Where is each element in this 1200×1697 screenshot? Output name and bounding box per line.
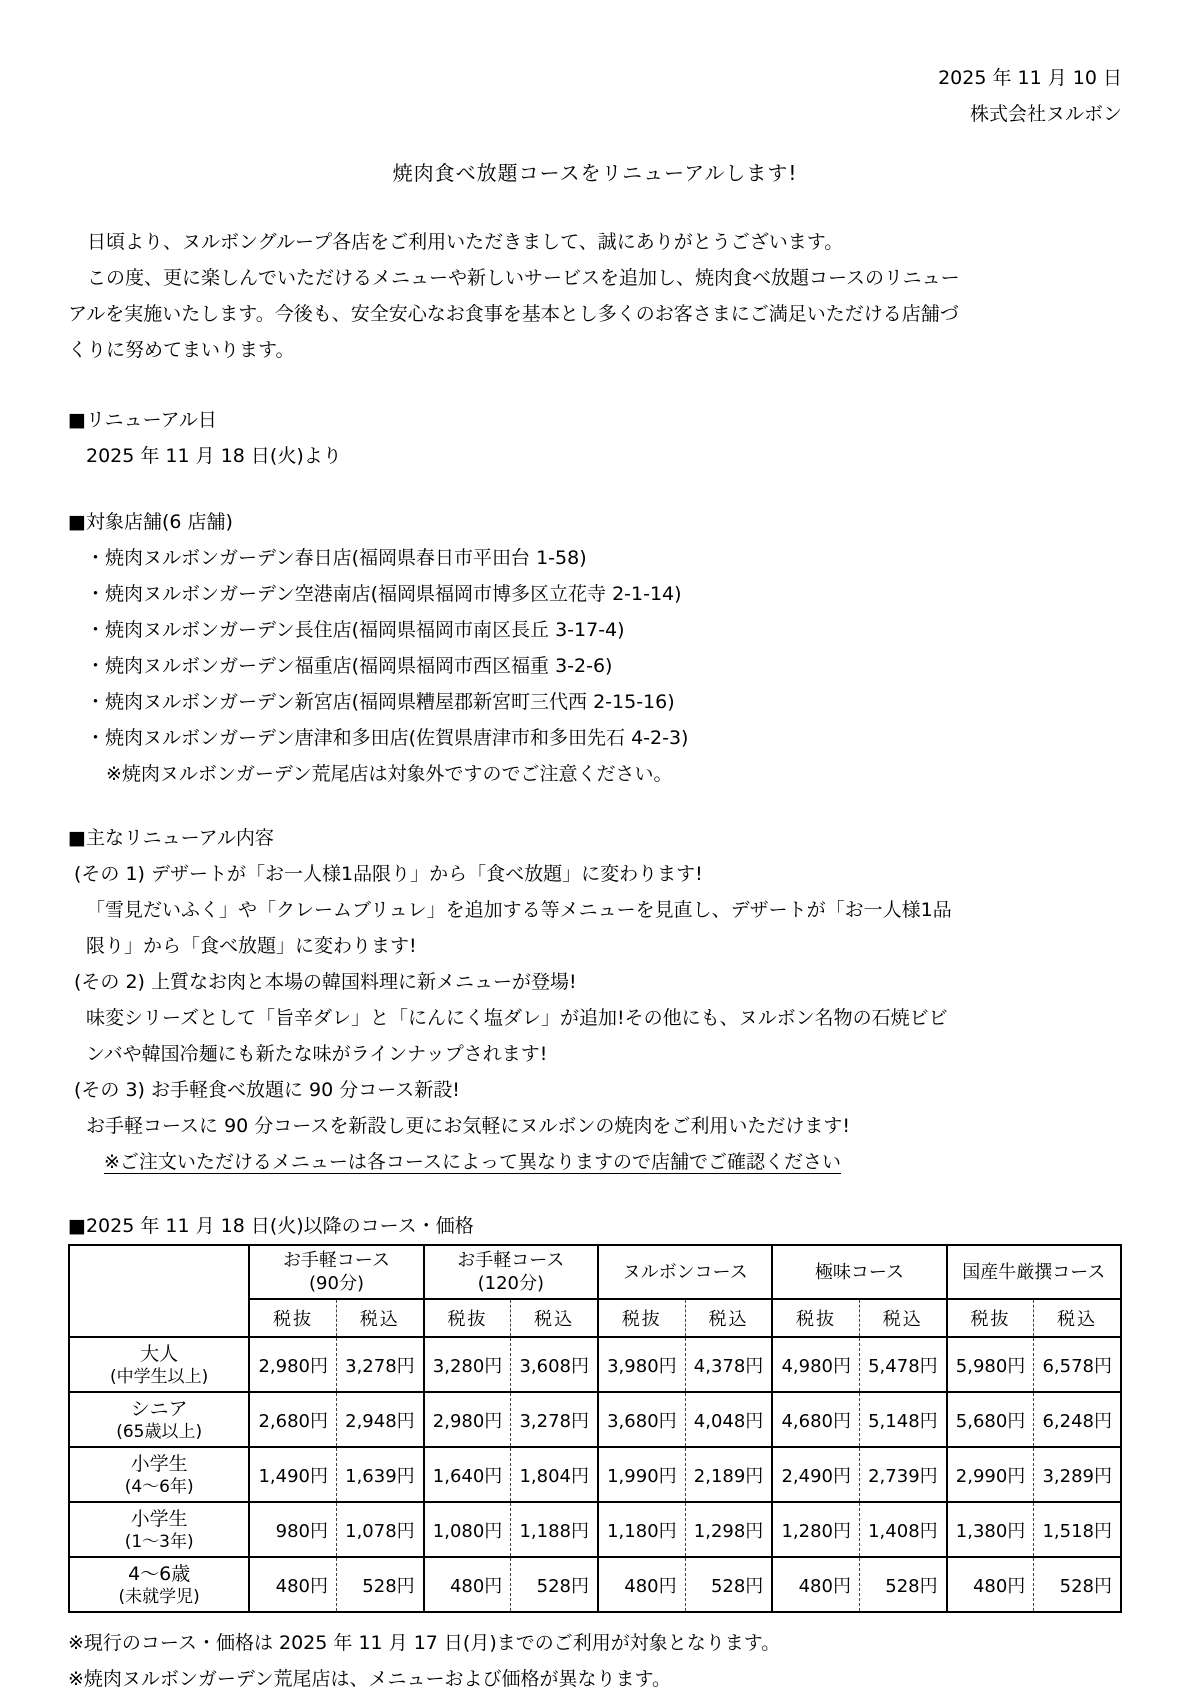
price-cell: 6,248円 <box>1034 1392 1121 1447</box>
tax-header-cell: 税込 <box>1034 1299 1121 1337</box>
price-cell: 1,080円 <box>424 1502 511 1557</box>
tax-header-cell: 税込 <box>511 1299 598 1337</box>
price-cell: 2,948円 <box>336 1392 423 1447</box>
price-cell: 3,289円 <box>1034 1447 1121 1502</box>
price-cell: 1,180円 <box>598 1502 685 1557</box>
course-duration: (120分) <box>477 1273 545 1294</box>
intro-line: くりに努めてまいります。 <box>68 339 295 361</box>
course-name: お手軽コース <box>457 1250 565 1271</box>
row-label <box>69 1447 249 1502</box>
row-label <box>69 1557 249 1612</box>
price-cell: 1,078円 <box>336 1502 423 1557</box>
price-cell: 5,148円 <box>859 1392 946 1447</box>
price-cell: 2,990円 <box>947 1447 1034 1502</box>
row-label <box>69 1337 249 1392</box>
price-cell: 1,298円 <box>685 1502 772 1557</box>
table-row-senior <box>69 1392 1121 1447</box>
price-cell: 1,380円 <box>947 1502 1034 1557</box>
content-item-1: (その 1) デザートが「お一人様1品限り」から「食べ放題」に変わります! <box>74 863 703 885</box>
price-cell: 2,980円 <box>249 1337 336 1392</box>
price-cell: 480円 <box>598 1557 685 1612</box>
intro-line: 日頃より、ヌルボングループ各店をご利用いただきまして、誠にありがとうございます。 <box>68 231 844 253</box>
course-name: ヌルボンコース <box>622 1261 748 1283</box>
price-cell: 5,478円 <box>859 1337 946 1392</box>
content-item-1-detail: 「雪見だいふく」や「クレームブリュレ」を追加する等メニューを見直し、デザートが「お一人様1品 <box>86 899 952 921</box>
renewal-date-value: 2025 年 11 月 18 日(火)より <box>86 445 342 467</box>
footnote-arao-store: ※焼肉ヌルボンガーデン荒尾店は、メニューおよび価格が異なります。 <box>68 1668 672 1690</box>
table-row-adult <box>69 1337 1121 1392</box>
price-cell: 4,980円 <box>772 1337 859 1392</box>
row-label-sub: (4〜6年) <box>124 1476 194 1497</box>
store-item: ・焼肉ヌルボンガーデン新宮店(福岡県糟屋郡新宮町三代西 2-15-16) <box>86 691 675 713</box>
price-cell: 528円 <box>685 1557 772 1612</box>
price-cell: 1,490円 <box>249 1447 336 1502</box>
course-header-otegaru-120 <box>424 1245 598 1299</box>
price-cell: 980円 <box>249 1502 336 1557</box>
tax-header-cell: 税抜 <box>598 1299 685 1337</box>
price-cell: 5,680円 <box>947 1392 1034 1447</box>
price-cell: 5,980円 <box>947 1337 1034 1392</box>
content-item-2-detail: ンバや韓国冷麺にも新たな味がラインナップされます! <box>86 1043 548 1065</box>
table-row-preschool <box>69 1557 1121 1612</box>
course-name: お手軽コース <box>282 1250 391 1271</box>
price-cell: 3,608円 <box>511 1337 598 1392</box>
price-cell: 480円 <box>772 1557 859 1612</box>
company-name: 株式会社ヌルボン <box>969 103 1122 125</box>
course-header-row <box>69 1245 1121 1299</box>
price-cell: 2,980円 <box>424 1392 511 1447</box>
content-item-1-detail: 限り」から「食べ放題」に変わります! <box>86 935 417 957</box>
row-label <box>69 1392 249 1447</box>
store-item: ・焼肉ヌルボンガーデン春日店(福岡県春日市平田台 1-58) <box>86 547 587 569</box>
price-cell: 1,408円 <box>859 1502 946 1557</box>
doc-meta <box>68 60 1122 132</box>
store-item: ・焼肉ヌルボンガーデン福重店(福岡県福岡市西区福重 3-2-6) <box>86 655 613 677</box>
intro-line: アルを実施いたします。今後も、安全安心なお食事を基本とし多くのお客さまにご満足いただける店舗づ <box>68 303 959 325</box>
tax-header-cell: 税抜 <box>249 1299 336 1337</box>
section-heading-stores: ■対象店舗(6 店舗) <box>68 511 233 533</box>
table-row-elementary-4-6 <box>69 1447 1121 1502</box>
price-cell: 1,639円 <box>336 1447 423 1502</box>
row-label <box>69 1502 249 1557</box>
stores-exclusion-note: ※焼肉ヌルボンガーデン荒尾店は対象外ですのでご注意ください。 <box>106 763 673 785</box>
table-row-elementary-1-3 <box>69 1502 1121 1557</box>
menu-confirmation-note: ※ご注文いただけるメニューは各コースによって異なりますので店舗でご確認ください <box>104 1151 841 1173</box>
footnote-current-price: ※現行のコース・価格は 2025 年 11 月 17 日(月)までのご利用が対象となります。 <box>68 1632 781 1654</box>
intro-paragraph <box>68 224 1122 368</box>
price-cell: 2,189円 <box>685 1447 772 1502</box>
footnotes <box>68 1625 1122 1697</box>
price-cell: 1,640円 <box>424 1447 511 1502</box>
section-heading-renewal-date: ■リニューアル日 <box>68 409 217 431</box>
course-duration: (90分) <box>309 1273 364 1294</box>
price-cell: 528円 <box>1034 1557 1121 1612</box>
price-cell: 4,680円 <box>772 1392 859 1447</box>
tax-header-cell: 税込 <box>336 1299 423 1337</box>
content-item-2: (その 2) 上質なお肉と本場の韓国料理に新メニューが登場! <box>74 971 577 993</box>
store-item: ・焼肉ヌルボンガーデン唐津和多田店(佐賀県唐津市和多田先石 4-2-3) <box>86 727 689 749</box>
price-cell: 480円 <box>249 1557 336 1612</box>
tax-header-cell: 税込 <box>859 1299 946 1337</box>
tax-header-cell: 税抜 <box>772 1299 859 1337</box>
price-cell: 528円 <box>336 1557 423 1612</box>
store-item: ・焼肉ヌルボンガーデン長住店(福岡県福岡市南区長丘 3-17-4) <box>86 619 625 641</box>
section-stores <box>68 504 1122 792</box>
price-cell: 3,278円 <box>511 1392 598 1447</box>
row-label-sub: (未就学児) <box>118 1586 200 1607</box>
row-label-main: 大人 <box>140 1342 179 1365</box>
row-label-main: 小学生 <box>130 1452 188 1475</box>
section-renewal-date <box>68 402 1122 474</box>
tax-header-cell: 税抜 <box>424 1299 511 1337</box>
section-renewal-contents <box>68 820 1122 1180</box>
price-cell: 528円 <box>511 1557 598 1612</box>
price-cell: 4,048円 <box>685 1392 772 1447</box>
page-title: 焼肉食べ放題コースをリニューアルします! <box>392 161 798 185</box>
price-cell: 480円 <box>947 1557 1034 1612</box>
price-cell: 6,578円 <box>1034 1337 1121 1392</box>
table-corner-cell <box>69 1245 249 1337</box>
intro-line: この度、更に楽しんでいただけるメニューや新しいサービスを追加し、焼肉食べ放題コースのリニュー <box>68 267 960 289</box>
course-name: 極味コース <box>814 1261 905 1283</box>
price-table <box>68 1244 1122 1613</box>
price-cell: 4,378円 <box>685 1337 772 1392</box>
row-label-sub: (65歳以上) <box>116 1421 203 1442</box>
price-cell: 1,188円 <box>511 1502 598 1557</box>
row-label-main: 小学生 <box>130 1507 188 1530</box>
price-cell: 480円 <box>424 1557 511 1612</box>
store-item: ・焼肉ヌルボンガーデン空港南店(福岡県福岡市博多区立花寺 2-1-14) <box>86 583 682 605</box>
price-cell: 1,990円 <box>598 1447 685 1502</box>
content-item-3: (その 3) お手軽食べ放題に 90 分コース新設! <box>74 1079 460 1101</box>
course-header-nurubon <box>598 1245 772 1299</box>
price-cell: 528円 <box>859 1557 946 1612</box>
price-cell: 1,280円 <box>772 1502 859 1557</box>
section-heading-contents: ■主なリニューアル内容 <box>68 827 274 849</box>
price-cell: 2,490円 <box>772 1447 859 1502</box>
course-name: 国産牛厳撰コース <box>962 1261 1106 1283</box>
price-cell: 3,280円 <box>424 1337 511 1392</box>
row-label-main: シニア <box>130 1397 188 1420</box>
price-cell: 1,518円 <box>1034 1502 1121 1557</box>
course-header-gokumi <box>772 1245 946 1299</box>
tax-header-cell: 税抜 <box>947 1299 1034 1337</box>
price-section-heading: ■2025 年 11 月 18 日(火)以降のコース・価格 <box>68 1215 474 1237</box>
content-item-3-detail: お手軽コースに 90 分コースを新設し更にお気軽にヌルボンの焼肉をご利用いただけます! <box>86 1115 850 1137</box>
price-cell: 2,680円 <box>249 1392 336 1447</box>
course-header-otegaru-90 <box>249 1245 423 1299</box>
price-cell: 3,680円 <box>598 1392 685 1447</box>
content-item-2-detail: 味変シリーズとして「旨辛ダレ」と「にんにく塩ダレ」が追加!その他にも、ヌルボン名物の石焼ビビ <box>86 1007 948 1029</box>
tax-header-cell: 税込 <box>685 1299 772 1337</box>
row-label-sub: (中学生以上) <box>110 1366 209 1387</box>
price-cell: 2,739円 <box>859 1447 946 1502</box>
row-label-main: 4〜6歳 <box>128 1562 191 1585</box>
doc-date: 2025 年 11 月 10 日 <box>938 67 1122 89</box>
row-label-sub: (1〜3年) <box>124 1531 194 1552</box>
price-cell: 1,804円 <box>511 1447 598 1502</box>
price-cell: 3,278円 <box>336 1337 423 1392</box>
course-header-kokusangyu <box>947 1245 1121 1299</box>
price-cell: 3,980円 <box>598 1337 685 1392</box>
